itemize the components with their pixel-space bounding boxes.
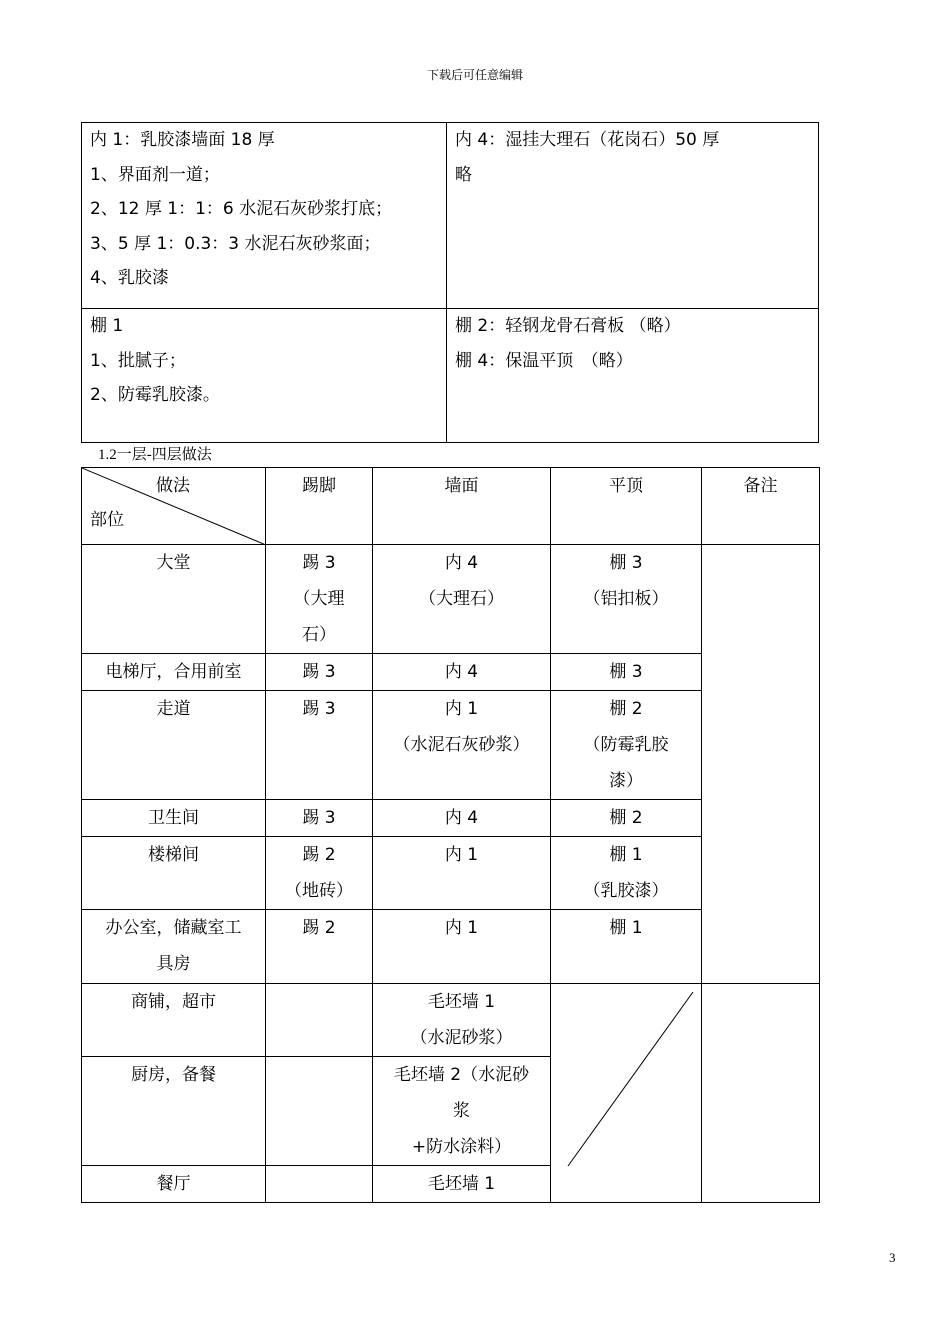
cell-text-line: 棚 2：轻钢龙骨石膏板 （略） xyxy=(455,316,681,336)
cell-text-line: 内 1 xyxy=(444,845,479,865)
ceiling-na-cell xyxy=(551,984,702,1203)
wall-cell xyxy=(373,545,551,654)
part-cell xyxy=(82,984,266,1057)
cell-text-line: 踢 3 xyxy=(302,699,336,719)
cell-text-line: 内 1：乳胶漆墙面 18 厚 xyxy=(90,130,275,150)
remarks-cell xyxy=(702,984,820,1203)
column-header-ceiling: 平顶 xyxy=(551,468,702,545)
ceiling-cell xyxy=(551,837,702,910)
wall-cell xyxy=(373,1057,551,1166)
part-cell xyxy=(82,837,266,910)
remarks-cell xyxy=(702,545,820,984)
column-header-skirting: 踢脚 xyxy=(266,468,373,545)
part-cell xyxy=(82,800,266,837)
cell-text-line: 楼梯间 xyxy=(148,845,199,865)
cell-text-line: （防霉乳胶 xyxy=(583,735,669,755)
cell-text-line: （大理 xyxy=(293,589,345,609)
spec-cell-wall-latex xyxy=(81,122,447,309)
cell-text-line: 4、乳胶漆 xyxy=(90,268,169,288)
column-header-wall: 墙面 xyxy=(373,468,551,545)
part-cell xyxy=(82,1057,266,1166)
cell-text-line: 1、界面剂一道； xyxy=(90,164,220,185)
table-row xyxy=(82,984,820,1057)
ceiling-cell xyxy=(551,910,702,984)
part-cell xyxy=(82,654,266,691)
cell-text-line: 毛坯墙 1 xyxy=(427,992,496,1012)
cell-text-line: 踢 3 xyxy=(302,553,336,573)
cell-text-line: 棚 1 xyxy=(90,316,124,336)
column-header-remarks: 备注 xyxy=(702,468,820,545)
wall-cell xyxy=(373,654,551,691)
cell-text-line: 内 4：湿挂大理石（花岗石）50 厚 xyxy=(455,130,720,150)
wall-cell xyxy=(373,800,551,837)
cell-text-line: 商铺，超市 xyxy=(131,992,216,1012)
ceiling-cell xyxy=(551,800,702,837)
cell-text-line: 内 4 xyxy=(444,662,479,682)
corner-label-part: 部位 xyxy=(90,510,124,530)
table-header-row xyxy=(82,468,820,545)
cell-text-line: 卫生间 xyxy=(148,808,199,828)
cell-text-line: 棚 2 xyxy=(609,699,643,719)
cell-text-line: （水泥砂浆） xyxy=(410,1028,513,1048)
skirting-cell xyxy=(266,691,373,800)
skirting-cell xyxy=(266,800,373,837)
cell-text-line: 棚 3 xyxy=(609,662,643,682)
header-note: 下载后可任意编辑 xyxy=(426,68,523,82)
corner-label-method: 做法 xyxy=(156,476,190,496)
part-cell xyxy=(82,545,266,654)
cell-text-line: 大堂 xyxy=(156,553,191,573)
spec-cell-ceiling-2-4 xyxy=(446,308,819,443)
cell-text-line: 棚 3 xyxy=(609,553,643,573)
cell-text-line: 棚 1 xyxy=(609,918,643,938)
page-number: 3 xyxy=(889,1250,896,1265)
cell-text-line: 内 1 xyxy=(444,918,479,938)
cell-text-line: 餐厅 xyxy=(156,1174,191,1194)
cell-text-line: 浆 xyxy=(453,1101,470,1121)
table-row xyxy=(82,545,820,654)
cell-text-line: 电梯厅，合用前室 xyxy=(105,662,242,682)
cell-text-line: 毛坯墙 1 xyxy=(427,1174,496,1194)
cell-text-line: 走道 xyxy=(156,699,191,719)
wall-cell xyxy=(373,1166,551,1203)
part-cell xyxy=(82,691,266,800)
finish-plan-table xyxy=(81,467,820,1203)
skirting-cell xyxy=(266,1166,373,1203)
cell-text-line: 内 1 xyxy=(444,699,479,719)
cell-text-line: 2、防霉乳胶漆。 xyxy=(90,385,220,405)
skirting-cell xyxy=(266,545,373,654)
part-cell xyxy=(82,1166,266,1203)
ceiling-cell xyxy=(551,691,702,800)
cell-text-line: 棚 4：保温平顶 （略） xyxy=(455,350,633,371)
cell-text-line: 石） xyxy=(302,625,336,645)
cell-text-line: 棚 2 xyxy=(609,808,643,828)
cell-text-line: 略 xyxy=(455,164,472,185)
cell-text-line: 内 4 xyxy=(444,553,479,573)
ceiling-cell xyxy=(551,654,702,691)
cell-text-line: （乳胶漆） xyxy=(583,881,669,901)
cell-text-line: 毛坯墙 2（水泥砂 xyxy=(393,1065,530,1085)
spec-cell-wall-marble xyxy=(446,122,819,309)
cell-text-line: 2、12 厚 1：1：6 水泥石灰砂浆打底； xyxy=(90,199,393,219)
wall-cell xyxy=(373,910,551,984)
wall-cell xyxy=(373,837,551,910)
skirting-cell xyxy=(266,1057,373,1166)
wall-cell xyxy=(373,691,551,800)
cell-text-line: 1、批腻子； xyxy=(90,350,186,371)
cell-text-line: 内 4 xyxy=(444,808,479,828)
cell-text-line: 办公室，储藏室工 xyxy=(105,918,242,938)
section-title: 1.2一层-四层做法 xyxy=(98,447,212,463)
cell-text-line: 棚 1 xyxy=(609,845,643,865)
not-applicable-slash xyxy=(551,984,702,1199)
part-cell xyxy=(82,910,266,984)
cell-text-line: 3、5 厚 1：0.3：3 水泥石灰砂浆面； xyxy=(90,233,381,254)
cell-text-line: 漆） xyxy=(609,771,643,791)
corner-header-cell xyxy=(82,468,266,545)
cell-text-line: （铝扣板） xyxy=(583,589,669,609)
wall-cell xyxy=(373,984,551,1057)
cell-text-line: 踢 2 xyxy=(302,918,336,938)
skirting-cell xyxy=(266,654,373,691)
spec-cell-ceiling-1 xyxy=(81,308,447,443)
cell-text-line: +防水涂料） xyxy=(411,1137,512,1157)
cell-text-line: 踢 3 xyxy=(302,662,336,682)
cell-text-line: 踢 3 xyxy=(302,808,336,828)
cell-text-line: （地砖） xyxy=(285,881,353,901)
cell-text-line: 厨房，备餐 xyxy=(131,1065,216,1085)
skirting-cell xyxy=(266,910,373,984)
skirting-cell xyxy=(266,984,373,1057)
cell-text-line: 踢 2 xyxy=(302,845,336,865)
skirting-cell xyxy=(266,837,373,910)
cell-text-line: 具房 xyxy=(156,954,191,974)
ceiling-cell xyxy=(551,545,702,654)
cell-text-line: （水泥石灰砂浆） xyxy=(393,735,530,755)
cell-text-line: （大理石） xyxy=(419,589,504,609)
